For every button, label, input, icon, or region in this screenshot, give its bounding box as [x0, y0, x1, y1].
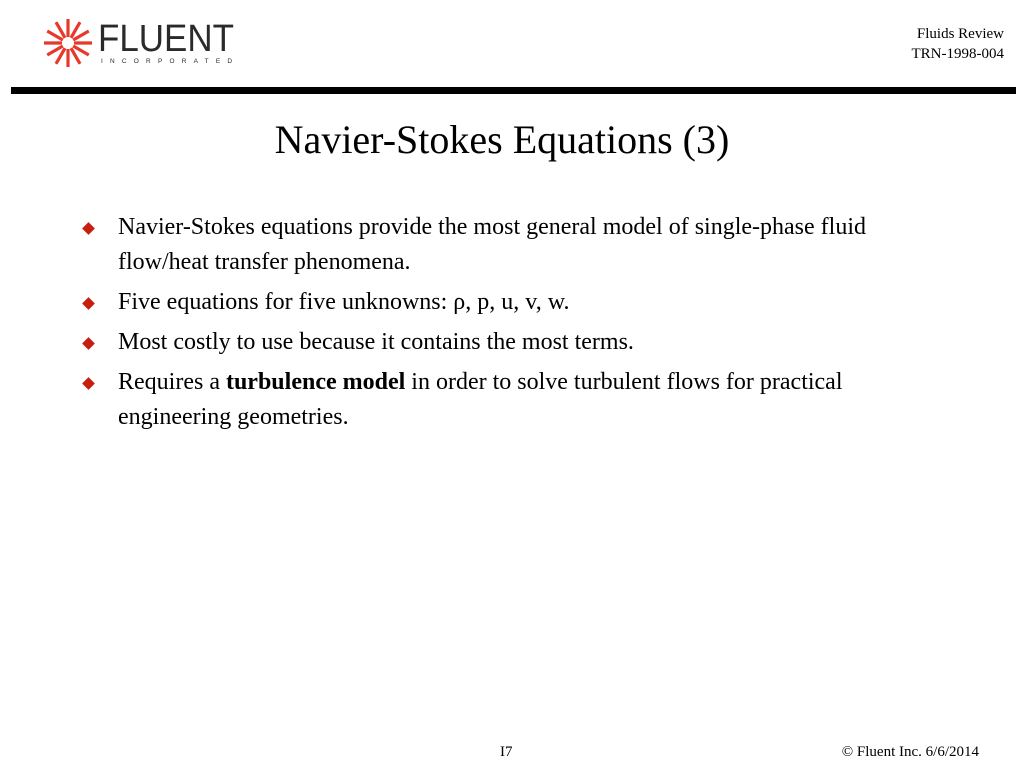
- diamond-bullet-icon: [82, 377, 95, 390]
- bullet-item: [82, 285, 902, 320]
- bullet-text: Most costly to use because it contains the most terms.: [118, 329, 634, 355]
- logo-wordmark: FLUENT: [98, 18, 234, 60]
- slide-title: Navier-Stokes Equations (3): [274, 117, 730, 162]
- fluent-starburst-icon: [42, 17, 94, 69]
- diamond-bullet-icon: [82, 337, 95, 350]
- bullet-item: [82, 325, 902, 360]
- bullet-text-emphasis: turbulence model: [225, 369, 406, 395]
- logo-subtitle: INCORPORATED: [101, 58, 240, 65]
- bullet-item: [82, 365, 902, 435]
- page-number: I7: [500, 744, 513, 760]
- document-type: Fluids Review: [916, 26, 1004, 42]
- bullet-text-lead: Requires a: [118, 369, 226, 395]
- diamond-bullet-icon: [82, 222, 95, 235]
- document-meta: [912, 24, 1005, 64]
- diamond-bullet-icon: [82, 297, 95, 310]
- bullet-item: [82, 210, 902, 280]
- copyright: © Fluent Inc. 6/6/2014: [841, 744, 979, 760]
- document-code: TRN-1998-004: [911, 46, 1004, 62]
- bullet-text: Five equations for five unknowns: ρ, p, u, v, w.: [118, 289, 570, 315]
- bullet-text-tail: in order to solve turbulent flows for practical engineering geometries.: [118, 369, 843, 430]
- header-rule: [11, 87, 1016, 94]
- bullet-text: Navier-Stokes equations provide the most general model of single-phase fluid flow/heat transfer phenomena.: [118, 214, 866, 275]
- bullet-list: [82, 210, 902, 440]
